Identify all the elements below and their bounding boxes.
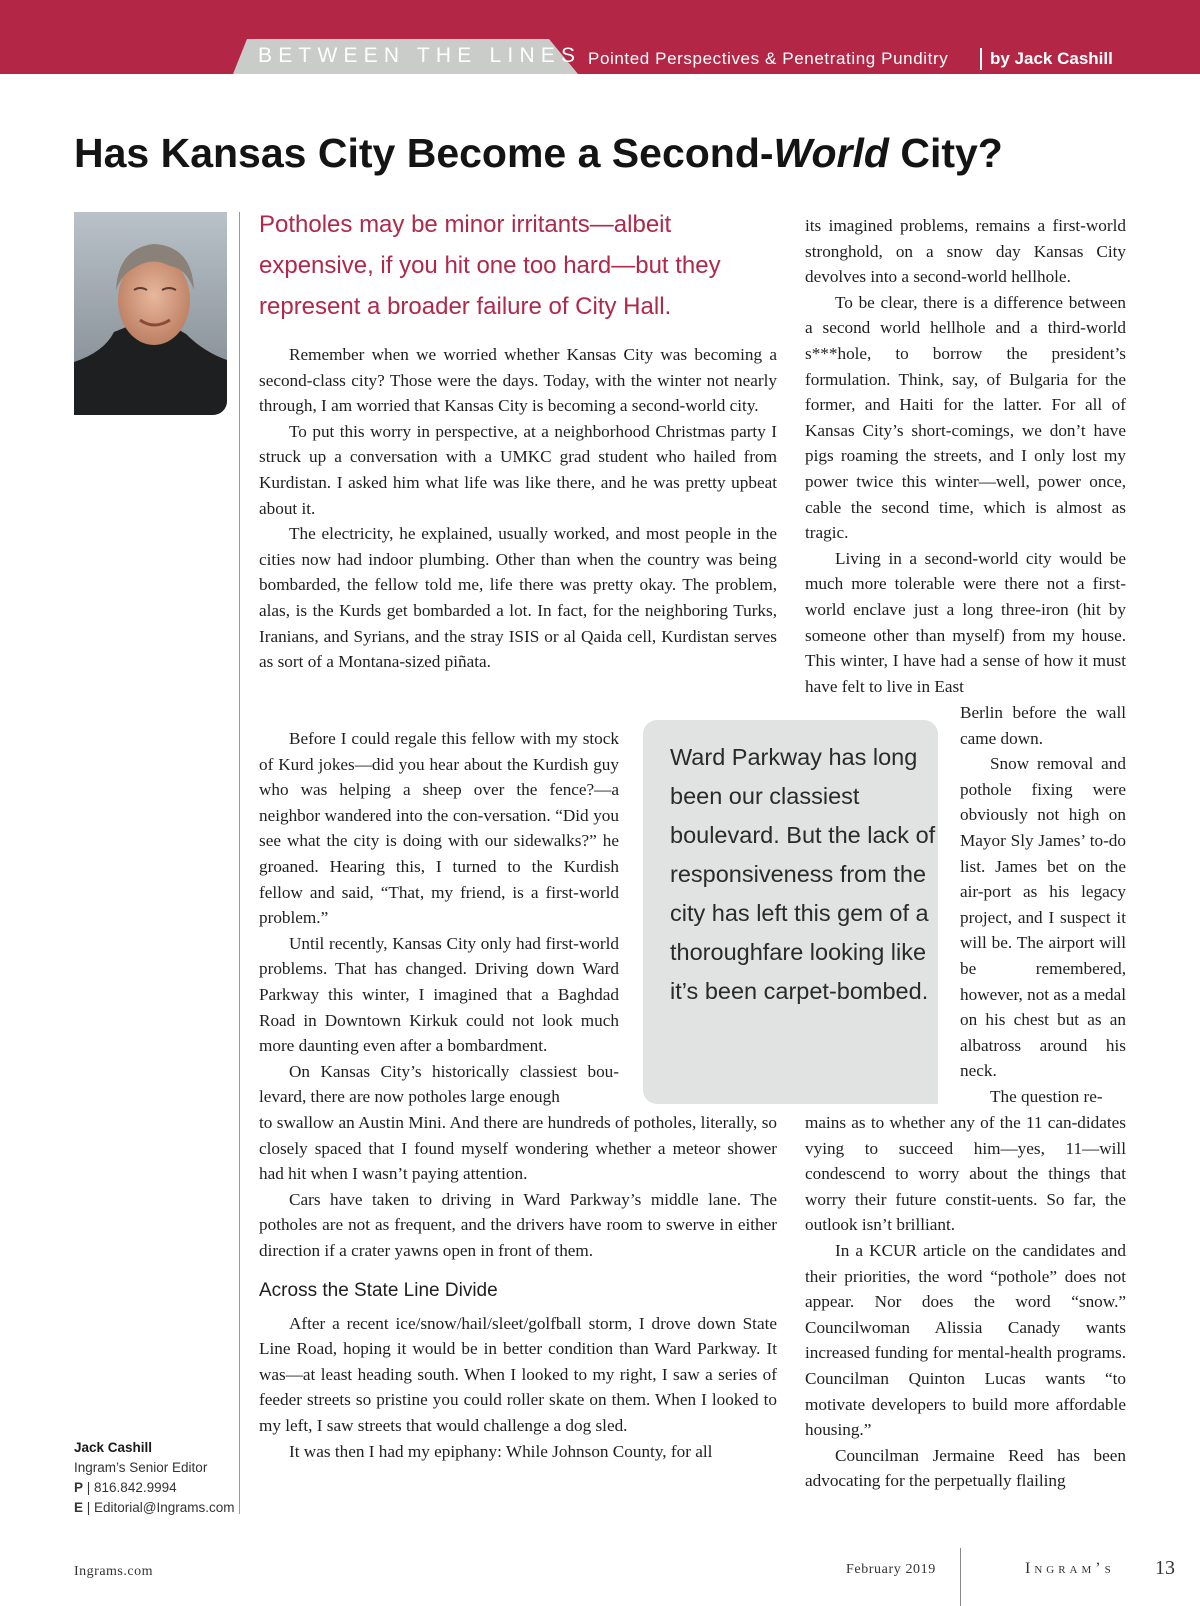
article-column-2-top: [805, 213, 1126, 699]
header-divider: [980, 48, 982, 70]
author-photo: [74, 212, 227, 415]
author-name: Jack Cashill: [74, 1440, 153, 1455]
paragraph: Before I could regale this fellow with my stock of Kurd jokes—did you hear about the Kurdish guy who was helping a sheep over the fence?—a neighbor wandered into the con-versation. “Did you see what the city is doing with our sidewalks?” he groaned. Hearing this, I turned to the Kurdish fellow and said, “That, my friend, is a first-world problem.”: [259, 729, 619, 928]
subhead: Across the State Line Divide: [259, 1279, 498, 1301]
author-phone: P | 816.842.9994: [74, 1480, 177, 1495]
paragraph: Until recently, Kansas City only had first-world problems. That has changed. Driving down Ward Parkway this winter, I imagined that a Baghdad Road in Downtown Kirkuk could not look much more daunting even after a bombardment.: [259, 933, 619, 1056]
author-email[interactable]: E | Editorial@Ingrams.com: [74, 1500, 235, 1515]
author-contact: [74, 1438, 235, 1518]
paragraph: It was then I had my epiphany: While Johnson County, for all: [289, 1441, 713, 1461]
paragraph: Berlin before the wall came down.: [960, 703, 1126, 748]
article-column-2-bottom: [805, 1110, 1126, 1494]
sidebar-rule: [239, 212, 240, 1514]
paragraph: its imagined problems, remains a first-world stronghold, on a snow day Kansas City devolves into a second-world hellhole.: [805, 216, 1126, 287]
footer-date: February 2019: [846, 1562, 936, 1577]
paragraph: Living in a second-world city would be much more tolerable were there not a first-world enclave just a long three-iron (hit by someone other than myself) from my house. This winter, I have had a sense of how it must have felt to live in East: [805, 548, 1126, 696]
paragraph: Snow removal and pothole fixing were obviously not high on Mayor Sly James’ to-do list. James bet on the air-port as his legacy project, and I suspect it will be. The airport will be remembered, however, not as a medal on his chest but as an albatross around his neck.: [960, 754, 1126, 1081]
section-label: BETWEEN THE LINES: [258, 44, 582, 67]
author-title: Ingram’s Senior Editor: [74, 1460, 208, 1475]
article-deck: Potholes may be minor irritants—albeit expensive, if you hit one too hard—but they represent a broader failure of City Hall.: [259, 211, 721, 320]
article-column-2-narrow: [960, 700, 1126, 1110]
paragraph: to swallow an Austin Mini. And there are hundreds of potholes, literally, so closely spaced that I found myself wondering whether a meteor shower had hit when I wasn’t paying attention.: [259, 1113, 777, 1184]
page-number: 13: [1155, 1557, 1175, 1579]
paragraph: To put this worry in perspective, at a neighborhood Christmas party I struck up a conversation with a UMKC grad student who hailed from Kurdistan. I asked him what life was like there, and he was pretty upbeat about it.: [259, 421, 777, 518]
paragraph: The question re-: [990, 1086, 1103, 1106]
paragraph: Remember when we worried whether Kansas City was becoming a second-class city? Those were the days. Today, with the winter not nearly through, I am worried that Kansas City is becoming a second-world city.: [259, 345, 777, 416]
header-byline: by Jack Cashill: [990, 49, 1113, 68]
paragraph: On Kansas City’s historically classiest bou-levard, there are now potholes large enough: [259, 1061, 619, 1107]
footer-brand: Ingram’s: [1025, 1560, 1115, 1577]
paragraph: Cars have taken to driving in Ward Parkway’s middle lane. The potholes are not as frequent, and the drivers have room to swerve in either direction if a crater yawns open in front of them.: [259, 1189, 777, 1260]
article-column-1-top: [259, 342, 777, 675]
author-portrait-image: [74, 212, 227, 415]
article-column-1-narrow: [259, 726, 619, 1110]
paragraph: The electricity, he explained, usually worked, and most people in the cities now had indoor plumbing. Other than when the country was being bombarded, the fellow told me, life there was pretty okay. The problem, alas, is the Kurds get bombarded a lot. In fact, for the neighboring Turks, Iranians, and Syrians, and the stray ISIS or al Qaida cell, Kurdistan serves as sort of a Montana-sized piñata.: [259, 524, 777, 672]
paragraph: In a KCUR article on the candidates and their priorities, the word “pothole” does not appear. Nor does the word “snow.” Councilwoman Alissia Canady wants increased funding for mental-health programs. Councilman Quinton Lucas wants “to motivate developers to build more affordable housing.”: [805, 1240, 1126, 1440]
paragraph: Councilman Jermaine Reed has been advocating for the perpetually flailing: [805, 1445, 1126, 1491]
article-column-1-bottom: [259, 1110, 777, 1464]
paragraph: To be clear, there is a difference between a second world hellhole and a third-world s***hole, to borrow the president’s formulation. Think, say, of Bulgaria for the former, and Haiti for the latter. For all of Kansas City’s short-comings, we don’t have pigs roaming the streets, and I only lost my power twice this winter—well, power once, cable the second time, which is almost as tragic.: [805, 292, 1126, 543]
footer-site[interactable]: Ingrams.com: [74, 1564, 153, 1579]
header-tagline: Pointed Perspectives & Penetrating Punditry: [588, 49, 949, 68]
footer-divider: [960, 1548, 961, 1606]
article-headline: Has Kansas City Become a Second-World City?: [74, 130, 1003, 176]
pull-quote: Ward Parkway has long been our classiest boulevard. But the lack of responsiveness from the city has left this gem of a thoroughfare looking like it’s been carpet-bombed.: [643, 720, 938, 1104]
paragraph: After a recent ice/snow/hail/sleet/golfball storm, I drove down State Line Road, hoping it would be in better condition than Ward Parkway. It was—at least heading south. When I looked to my right, I saw a series of feeder streets so pristine you could roller skate on them. When I looked to my left, I saw streets that would challenge a dog sled.: [259, 1313, 777, 1435]
paragraph: mains as to whether any of the 11 can-didates vying to succeed him—yes, 11—will condescend to worry about the things that worry their future constit-uents. So far, the outlook isn’t brilliant.: [805, 1113, 1126, 1235]
